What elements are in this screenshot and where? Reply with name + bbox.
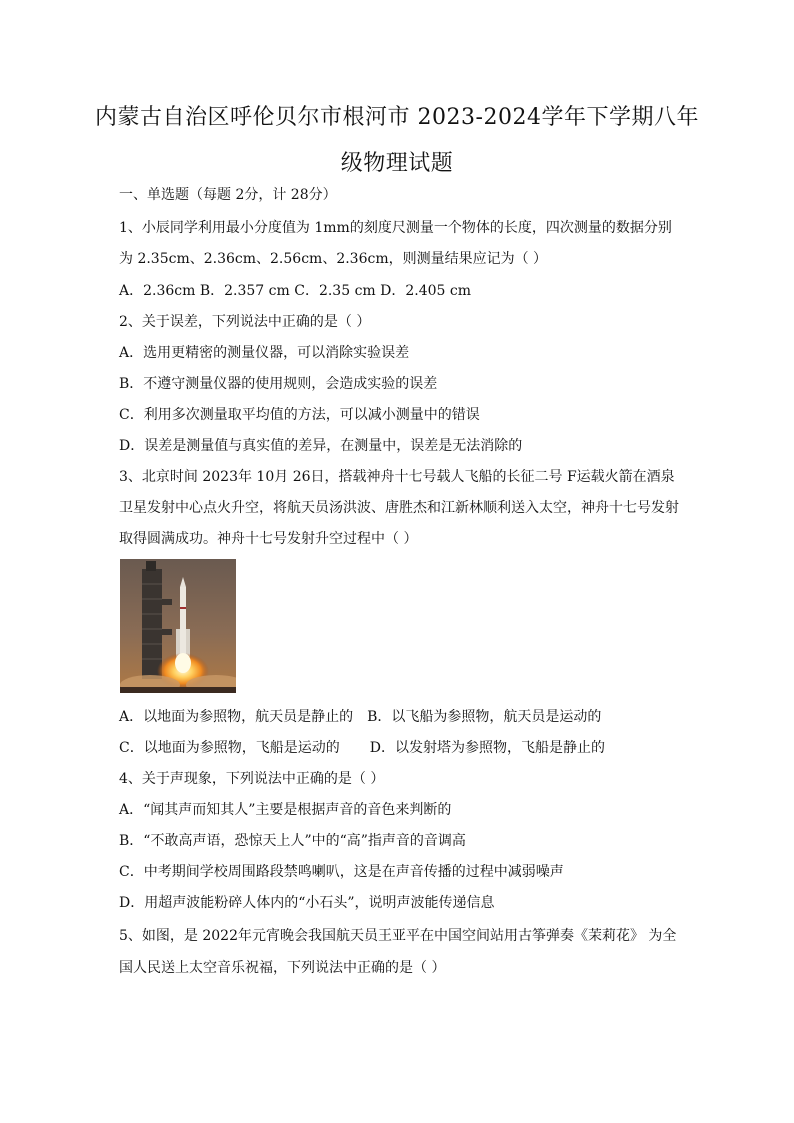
q2-option-a: A．选用更精密的测量仪器，可以消除实验误差 bbox=[119, 345, 410, 361]
exam-title-line-1: 内蒙古自治区呼伦贝尔市根河市 2023-2024学年下学期八年 bbox=[95, 105, 699, 130]
q3-option-b: B．以飞船为参照物，航天员是运动的 bbox=[367, 709, 602, 725]
q4-option-c: C．中考期间学校周围路段禁鸣喇叭，这是在声音传播的过程中减弱噪声 bbox=[119, 864, 564, 880]
q3-options-row-2 bbox=[119, 737, 605, 757]
q4-option-d: D．用超声波能粉碎人体内的“小石头”，说明声波能传递信息 bbox=[119, 895, 495, 911]
q3-stem-line-3: 取得圆满成功。神舟十七号发射升空过程中（ ） bbox=[119, 531, 418, 547]
q3-option-d: D．以发射塔为参照物，飞船是静止的 bbox=[369, 740, 605, 756]
q2-option-d: D．误差是测量值与真实值的差异，在测量中，误差是无法消除的 bbox=[119, 438, 523, 454]
q4-option-b: B．“不敢高声语，恐惊天上人”中的“高”指声音的音调高 bbox=[119, 833, 466, 849]
q3-stem-line-2: 卫星发射中心点火升空，将航天员汤洪波、唐胜杰和江新林顺利送入太空，神舟十七号发射 bbox=[119, 500, 679, 516]
q5-stem-line-1: 5、如图，是 2022年元宵晚会我国航天员王亚平在中国空间站用古筝弹奏《茉莉花》 为全 bbox=[119, 928, 677, 944]
q3-stem-line-1: 3、北京时间 2023年 10月 26日，搭载神舟十七号载人飞船的长征二号 F运载火箭在酒泉 bbox=[119, 469, 675, 485]
q2-option-b: B．不遵守测量仪器的使用规则，会造成实验的误差 bbox=[119, 376, 438, 392]
q3-option-c: C．以地面为参照物，飞船是运动的 bbox=[119, 740, 340, 756]
section-heading: 一、单选题（每题 2分，计 28分） bbox=[119, 187, 337, 203]
q1-options: A．2.36cm B．2.357 cm C．2.35 cm D．2.405 cm bbox=[119, 283, 472, 299]
q3-options-row-1 bbox=[119, 706, 601, 726]
exam-title-line-2: 级物理试题 bbox=[340, 151, 454, 176]
rocket-launch-illustration bbox=[120, 559, 236, 693]
q2-option-c: C．利用多次测量取平均值的方法，可以减小测量中的错误 bbox=[119, 407, 480, 423]
q5-stem-line-2: 国人民送上太空音乐祝福，下列说法中正确的是（ ） bbox=[119, 960, 446, 976]
q1-stem-line-1: 1、小辰同学利用最小分度值为 1mm的刻度尺测量一个物体的长度，四次测量的数据分别 bbox=[119, 220, 672, 236]
q3-option-a: A．以地面为参照物，航天员是静止的 bbox=[119, 709, 354, 725]
q4-option-a: A．“闻其声而知其人”主要是根据声音的音色来判断的 bbox=[119, 802, 452, 818]
rocket-launch-photo bbox=[120, 559, 236, 693]
q1-stem-line-2: 为 2.35cm、2.36cm、2.56cm、2.36cm，则测量结果应记为（ ） bbox=[119, 251, 548, 267]
q2-stem: 2、关于误差，下列说法中正确的是（ ） bbox=[119, 314, 371, 330]
q4-stem: 4、关于声现象，下列说法中正确的是（ ） bbox=[119, 771, 385, 787]
